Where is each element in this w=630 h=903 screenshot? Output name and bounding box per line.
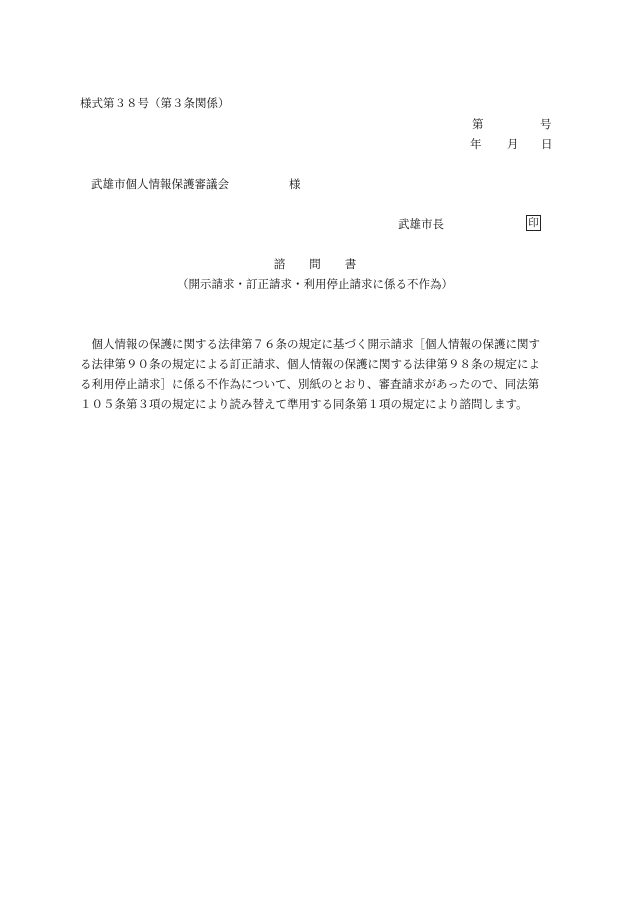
body-line: 個人情報の保護に関する法律第７６条の規定に基づく開示請求［個人情報の保護に関す (80, 337, 540, 351)
body-line: １０５条第３項の規定により読み替えて準用する同条第１項の規定により諮問します。 (80, 397, 528, 411)
addressee-honorific: 様 (289, 177, 301, 191)
document-subtitle: （開示請求・訂正請求・利用停止請求に係る不作為） (177, 277, 453, 291)
addressee-name: 武雄市個人情報保護審議会 (91, 177, 229, 191)
sender-name: 武雄市長 (398, 217, 444, 231)
document-number-suffix: 号 (540, 117, 552, 131)
date-year-label: 年 (470, 137, 482, 151)
body-line: る利用停止請求］に係る不作為について、別紙のとおり、審査請求があったので、同法第 (80, 377, 540, 391)
seal-mark: 印 (526, 215, 541, 231)
document-number-prefix: 第 (472, 117, 484, 131)
date-day-label: 日 (541, 137, 553, 151)
title-char: 書 (344, 257, 357, 271)
title-char: 諮 (273, 257, 286, 271)
date-month-label: 月 (507, 137, 519, 151)
body-line: る法律第９０条の規定による訂正請求、個人情報の保護に関する法律第９８条の規定によ (80, 357, 540, 371)
title-char: 問 (309, 257, 321, 271)
form-number: 様式第３８号（第３条関係） (80, 96, 230, 110)
document-title (0, 259, 630, 271)
